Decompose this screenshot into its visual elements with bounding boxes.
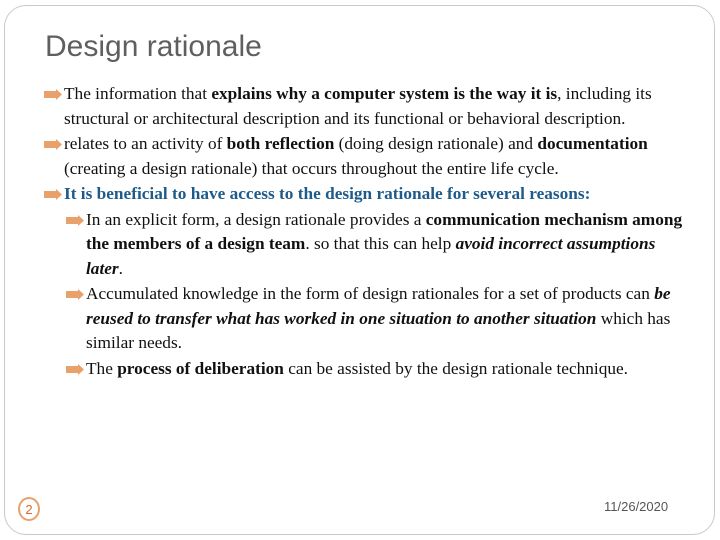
bullet-text: The information that xyxy=(64,84,212,103)
slide-body xyxy=(44,82,694,382)
bullet-item xyxy=(44,182,694,207)
arrow-bullet-icon xyxy=(66,289,84,300)
arrow-bullet-icon xyxy=(44,89,62,100)
sub-bullet-text: can be assisted by the design rationale technique. xyxy=(283,358,628,378)
page-number: 2 xyxy=(25,502,33,517)
bullet-text: (creating a design rationale) that occurs throughout the entire life cycle. xyxy=(64,158,559,178)
sub-bullet-text: which has similar needs. xyxy=(86,308,671,352)
sub-bullet-bold-italic: be reused to transfer what has worked in one situation to another situation xyxy=(86,284,671,328)
bullet-text: , including its structural or architectural description and its functional or behavioral description. xyxy=(64,84,652,128)
sub-bullet-bold-italic: avoid incorrect assumptions later xyxy=(86,234,656,278)
bullet-emphasis: It is beneficial to have access to the design rationale for several reasons: xyxy=(64,184,591,203)
sub-bullet-item xyxy=(44,208,694,282)
sub-bullet-bold: process of deliberation xyxy=(117,358,284,378)
arrow-bullet-icon xyxy=(44,189,62,200)
sub-bullet-text: In an explicit form, a design rationale provides a xyxy=(86,209,426,229)
slide-date: 11/26/2020 xyxy=(604,499,669,514)
bullet-item xyxy=(44,132,694,181)
bullet-bold: documentation xyxy=(537,134,648,153)
sub-bullet-text: Accumulated knowledge in the form of design rationales for a set of products can xyxy=(86,284,655,303)
sub-bullet-bold: communication mechanism among the members of a design team xyxy=(86,209,683,253)
page-number-badge xyxy=(18,497,40,521)
sub-bullet-text: . xyxy=(118,258,123,278)
sub-bullet-text: The xyxy=(86,358,118,378)
bullet-item xyxy=(44,82,694,131)
arrow-bullet-icon xyxy=(44,139,62,150)
sub-bullet-item xyxy=(44,282,694,356)
bullet-text: (doing design rationale) and xyxy=(334,134,538,153)
arrow-bullet-icon xyxy=(66,215,84,226)
slide-title: Design rationale xyxy=(45,30,262,63)
sub-bullet-text: . so that this can help xyxy=(305,234,456,253)
bullet-bold: explains why a computer system is the way it is xyxy=(211,84,558,103)
sub-bullet-item xyxy=(44,357,694,382)
bullet-bold: both reflection xyxy=(226,134,335,153)
arrow-bullet-icon xyxy=(66,364,84,375)
bullet-text: relates to an activity of xyxy=(64,134,227,153)
